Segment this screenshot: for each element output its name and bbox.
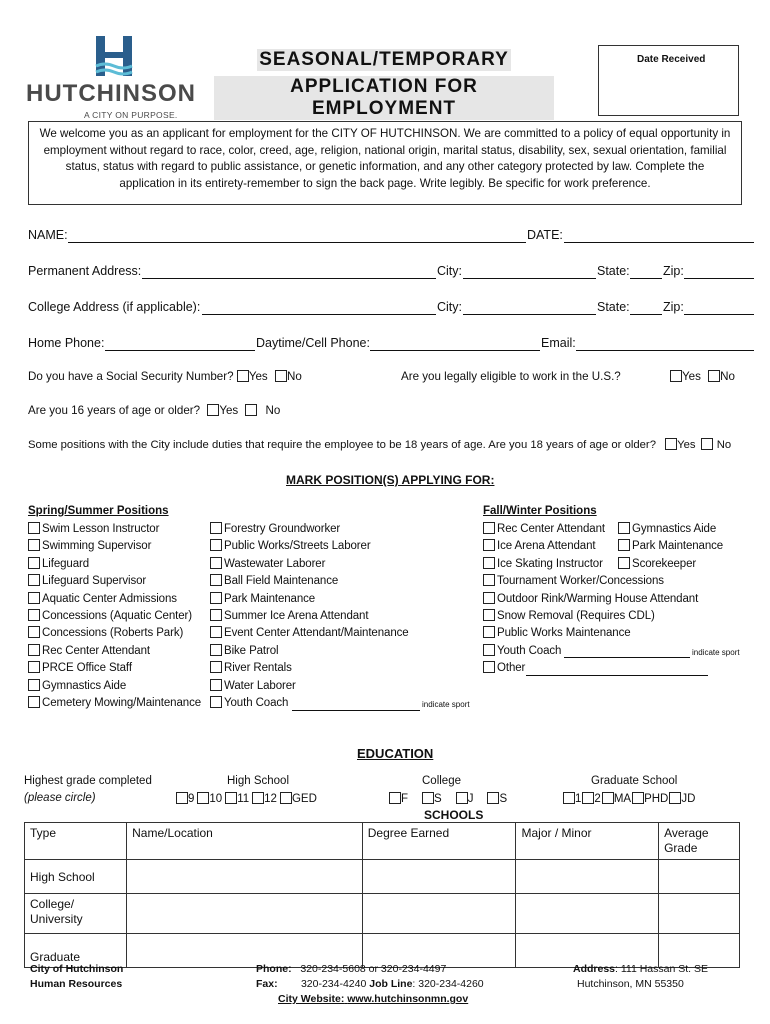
position-checkbox[interactable] bbox=[210, 592, 222, 604]
title-line-1: SEASONAL/TEMPORARY bbox=[259, 49, 509, 70]
date-received-label: Date Received bbox=[637, 54, 706, 65]
permanent-address-line[interactable] bbox=[142, 278, 436, 279]
position-checkbox[interactable] bbox=[618, 522, 630, 534]
footer-website-link[interactable]: www.hutchinsonmn.gov bbox=[347, 993, 469, 1005]
schools-header-grade: Average Grade bbox=[659, 823, 740, 860]
schools-header-row bbox=[25, 823, 740, 860]
ssn-no-label: No bbox=[286, 370, 302, 383]
position-checkbox[interactable] bbox=[483, 522, 495, 534]
position-label: Other bbox=[497, 662, 526, 675]
perm-zip-label: Zip: bbox=[663, 264, 684, 278]
graduate-options bbox=[563, 792, 695, 805]
position-option[interactable] bbox=[28, 557, 89, 570]
fall-indicate-sport: indicate sport bbox=[692, 648, 740, 657]
row-type-graduate: Graduate bbox=[25, 934, 127, 968]
position-option[interactable] bbox=[483, 539, 595, 552]
home-phone-label: Home Phone: bbox=[28, 336, 105, 350]
footer-job-line-label: Job Line bbox=[369, 978, 413, 990]
grade-option-checkbox[interactable] bbox=[176, 792, 188, 804]
position-label: Bike Patrol bbox=[224, 644, 279, 657]
cell-input[interactable] bbox=[516, 860, 659, 894]
grade-option-checkbox[interactable] bbox=[280, 792, 292, 804]
position-checkbox[interactable] bbox=[28, 626, 40, 638]
position-label: Youth Coach bbox=[497, 644, 562, 657]
position-option[interactable] bbox=[483, 522, 605, 535]
grade-option-label: S bbox=[434, 793, 442, 805]
age18-no-label: No bbox=[716, 439, 732, 451]
footer-phone-label: Phone: bbox=[256, 963, 292, 975]
position-option[interactable] bbox=[483, 609, 655, 622]
intro-text: We welcome you as an applicant for employment for the CITY OF HUTCHINSON. We are committed to a policy of equal opportunity in employment without regard to race, color, creed, age, religion, national origin, marital status, disability, sex, sexual orientation, familial status, status with regard to public assistance, or genetic information, and any other category protected by law. Complete the application in its entirety-remember to sign the back page. Write legibly. Be specific for work preference. bbox=[28, 121, 742, 205]
position-checkbox[interactable] bbox=[210, 679, 222, 691]
eligible-yes-checkbox[interactable] bbox=[670, 370, 682, 382]
position-option[interactable] bbox=[618, 539, 723, 552]
date-received-box[interactable] bbox=[598, 45, 739, 116]
position-option[interactable] bbox=[28, 679, 126, 692]
position-label: Aquatic Center Admissions bbox=[42, 592, 177, 605]
permanent-address-label: Permanent Address: bbox=[28, 264, 142, 278]
eligible-no-checkbox[interactable] bbox=[708, 370, 720, 382]
footer-contact bbox=[256, 962, 484, 1007]
spring-heading: Spring/Summer Positions bbox=[28, 505, 169, 517]
logo-name: HUTCHINSON bbox=[26, 80, 196, 107]
college-city-label: City: bbox=[437, 300, 462, 314]
grade-option-label: GED bbox=[291, 793, 317, 805]
footer-org-2: Human Resources bbox=[30, 978, 123, 990]
schools-header-major: Major / Minor bbox=[516, 823, 659, 860]
grade-option-label: 1 bbox=[575, 793, 582, 805]
position-label: Scorekeeper bbox=[632, 557, 697, 570]
position-label: Gymnastics Aide bbox=[632, 523, 717, 535]
position-checkbox[interactable] bbox=[210, 539, 222, 551]
position-option[interactable] bbox=[28, 539, 151, 552]
cell-input[interactable] bbox=[362, 894, 516, 934]
position-label: Tournament Worker/Concessions bbox=[497, 575, 664, 588]
schools-table bbox=[24, 822, 740, 968]
ssn-no-checkbox[interactable] bbox=[275, 370, 287, 382]
footer-address-2: Hutchinson, MN 55350 bbox=[577, 978, 684, 990]
logo bbox=[26, 34, 201, 120]
position-label: Ball Field Maintenance bbox=[224, 575, 339, 588]
table-row bbox=[25, 894, 740, 934]
logo-h-icon bbox=[94, 36, 134, 76]
position-checkbox[interactable] bbox=[618, 557, 630, 569]
grade-option-label: 10 bbox=[209, 793, 223, 805]
position-option[interactable] bbox=[28, 574, 146, 587]
perm-state-label: State: bbox=[597, 264, 630, 278]
grade-option-checkbox[interactable] bbox=[252, 792, 264, 804]
position-checkbox[interactable] bbox=[618, 539, 630, 551]
position-checkbox[interactable] bbox=[210, 661, 222, 673]
position-label: Summer Ice Arena Attendant bbox=[224, 610, 369, 622]
cell-input[interactable] bbox=[659, 894, 740, 934]
position-checkbox[interactable] bbox=[483, 626, 495, 638]
position-label: Rec Center Attendant bbox=[497, 523, 605, 535]
perm-state-line[interactable] bbox=[630, 278, 662, 279]
grade-option-label: 11 bbox=[237, 793, 250, 805]
position-checkbox[interactable] bbox=[210, 626, 222, 638]
grade-option-checkbox[interactable] bbox=[582, 792, 594, 804]
position-label: Lifeguard Supervisor bbox=[42, 575, 147, 588]
cell-input[interactable] bbox=[659, 860, 740, 894]
please-circle-label: (please circle) bbox=[24, 792, 96, 804]
position-checkbox[interactable] bbox=[28, 644, 40, 656]
name-label: NAME: bbox=[28, 228, 68, 242]
position-checkbox[interactable] bbox=[28, 557, 40, 569]
position-label: Swim Lesson Instructor bbox=[42, 523, 160, 535]
ssn-question-text: Do you have a Social Security Number? bbox=[28, 370, 234, 383]
grade-option-checkbox[interactable] bbox=[225, 792, 237, 804]
high-school-label: High School bbox=[227, 775, 290, 787]
position-option[interactable] bbox=[210, 661, 292, 674]
college-address-line[interactable] bbox=[202, 314, 436, 315]
position-checkbox[interactable] bbox=[483, 592, 495, 604]
grade-option-label: J bbox=[467, 793, 474, 805]
position-label: Public Works Maintenance bbox=[497, 627, 631, 640]
position-option[interactable] bbox=[618, 557, 696, 570]
position-option[interactable] bbox=[483, 644, 561, 657]
perm-zip-line[interactable] bbox=[684, 278, 754, 279]
eligible-yes-label: Yes bbox=[682, 370, 701, 383]
position-label: River Rentals bbox=[224, 662, 292, 675]
grade-option-label: 9 bbox=[188, 793, 195, 805]
date-label: DATE: bbox=[527, 228, 563, 242]
college-options bbox=[389, 792, 507, 805]
grade-option-label: F bbox=[401, 793, 409, 805]
position-option[interactable] bbox=[28, 696, 201, 709]
college-address-label: College Address (if applicable): bbox=[28, 300, 201, 314]
position-checkbox[interactable] bbox=[483, 661, 495, 673]
position-label: PRCE Office Staff bbox=[42, 662, 132, 675]
position-checkbox[interactable] bbox=[28, 574, 40, 586]
position-option[interactable] bbox=[618, 522, 716, 535]
footer-org bbox=[30, 962, 123, 992]
form-title bbox=[214, 49, 554, 120]
cell-phone-label: Daytime/Cell Phone: bbox=[256, 336, 370, 350]
ssn-yes-checkbox[interactable] bbox=[237, 370, 249, 382]
position-option[interactable] bbox=[210, 574, 338, 587]
position-option[interactable] bbox=[28, 522, 159, 535]
position-checkbox[interactable] bbox=[483, 539, 495, 551]
footer-address-label: Address bbox=[573, 963, 616, 975]
highest-grade-label: Highest grade completed bbox=[24, 775, 152, 787]
position-option[interactable] bbox=[210, 626, 409, 639]
position-option[interactable] bbox=[28, 592, 177, 605]
position-checkbox[interactable] bbox=[28, 661, 40, 673]
position-option[interactable] bbox=[28, 661, 132, 674]
position-option[interactable] bbox=[28, 644, 150, 657]
eligible-no-label: No bbox=[720, 370, 735, 383]
position-option[interactable] bbox=[210, 679, 296, 692]
fall-heading: Fall/Winter Positions bbox=[483, 505, 597, 517]
position-option[interactable] bbox=[483, 626, 631, 639]
position-label: Water Laborer bbox=[224, 679, 296, 692]
footer-address-1: : 111 Hassan St. SE bbox=[615, 963, 709, 975]
grade-option-checkbox[interactable] bbox=[422, 792, 434, 804]
cell-phone-line[interactable] bbox=[370, 350, 540, 351]
position-option[interactable] bbox=[28, 626, 183, 639]
eligible-question-text: Are you legally eligible to work in the U.S.? bbox=[401, 370, 621, 383]
position-label: Youth Coach bbox=[224, 697, 289, 709]
position-option[interactable] bbox=[483, 661, 525, 674]
position-label: Park Maintenance bbox=[224, 592, 316, 605]
position-label: Concessions (Aquatic Center) bbox=[42, 610, 192, 622]
position-label: Rec Center Attendant bbox=[42, 644, 150, 657]
position-checkbox[interactable] bbox=[28, 679, 40, 691]
age16-yes-label: Yes bbox=[219, 404, 239, 417]
position-checkbox[interactable] bbox=[28, 539, 40, 551]
grade-option-checkbox[interactable] bbox=[669, 792, 681, 804]
perm-city-line[interactable] bbox=[463, 278, 596, 279]
logo-tagline: A CITY ON PURPOSE. bbox=[84, 110, 178, 120]
position-label: Event Center Attendant/Maintenance bbox=[224, 627, 409, 640]
position-option[interactable] bbox=[210, 522, 340, 535]
positions-heading: MARK POSITION(S) APPLYING FOR: bbox=[286, 473, 495, 487]
date-input-line[interactable] bbox=[564, 242, 754, 243]
title-line-2: APPLICATION FOR EMPLOYMENT bbox=[214, 76, 554, 120]
position-label: Lifeguard bbox=[42, 557, 90, 570]
table-row bbox=[25, 860, 740, 894]
cell-input[interactable] bbox=[516, 894, 659, 934]
perm-city-label: City: bbox=[437, 264, 462, 278]
position-label: Ice Skating Instructor bbox=[497, 557, 603, 570]
footer-job-line: : 320-234-4260 bbox=[412, 978, 484, 990]
schools-header-name: Name/Location bbox=[127, 823, 363, 860]
fall-other-line[interactable] bbox=[526, 675, 708, 676]
eligible-answers bbox=[670, 370, 735, 383]
position-label: Park Maintenance bbox=[632, 540, 724, 553]
age18-no-checkbox[interactable] bbox=[701, 438, 713, 450]
college-zip-label: Zip: bbox=[663, 300, 684, 314]
position-checkbox[interactable] bbox=[28, 522, 40, 534]
footer-phone: 320-234-5608 or 320-234-4497 bbox=[300, 963, 447, 975]
grade-option-checkbox[interactable] bbox=[487, 792, 499, 804]
position-checkbox[interactable] bbox=[28, 592, 40, 604]
graduate-school-label: Graduate School bbox=[591, 775, 678, 787]
age16-no-label: No bbox=[265, 404, 281, 417]
college-state-line[interactable] bbox=[630, 314, 662, 315]
position-option[interactable] bbox=[28, 609, 192, 622]
high-school-options bbox=[176, 792, 317, 805]
college-label: College bbox=[422, 775, 461, 787]
position-checkbox[interactable] bbox=[210, 609, 222, 621]
age18-yes-checkbox[interactable] bbox=[665, 438, 677, 450]
position-checkbox[interactable] bbox=[483, 609, 495, 621]
spring-indicate-sport: indicate sport bbox=[422, 700, 470, 709]
position-label: Concessions (Roberts Park) bbox=[42, 627, 184, 640]
position-label: Snow Removal (Requires CDL) bbox=[497, 610, 655, 622]
grade-option-label: JD bbox=[681, 793, 696, 805]
position-checkbox[interactable] bbox=[28, 609, 40, 621]
row-type-high-school: High School bbox=[25, 860, 127, 894]
position-option[interactable] bbox=[483, 592, 698, 605]
grade-option-checkbox[interactable] bbox=[197, 792, 209, 804]
grade-option-label: 12 bbox=[264, 793, 277, 805]
cell-input[interactable] bbox=[362, 860, 516, 894]
home-phone-line[interactable] bbox=[105, 350, 255, 351]
position-option[interactable] bbox=[210, 609, 368, 622]
position-label: Cemetery Mowing/Maintenance bbox=[42, 697, 202, 709]
position-option[interactable] bbox=[210, 644, 279, 657]
grade-option-checkbox[interactable] bbox=[456, 792, 468, 804]
college-state-label: State: bbox=[597, 300, 630, 314]
position-checkbox[interactable] bbox=[210, 574, 222, 586]
email-label: Email: bbox=[541, 336, 576, 350]
fall-youth-coach-sport-line[interactable] bbox=[564, 657, 690, 658]
row-type-college: College/ University bbox=[25, 894, 127, 934]
footer-website-label: City Website: bbox=[278, 993, 345, 1005]
name-input-line[interactable] bbox=[68, 242, 526, 243]
position-label: Ice Arena Attendant bbox=[497, 540, 596, 553]
age18-question-text: Some positions with the City include duties that require the employee to be 18 years of age. Are you 18 years of age or older? bbox=[28, 439, 656, 451]
schools-header-type: Type bbox=[25, 823, 127, 860]
position-checkbox[interactable] bbox=[210, 696, 222, 708]
position-label: Public Works/Streets Laborer bbox=[224, 540, 371, 553]
age16-question-text: Are you 16 years of age or older? bbox=[28, 404, 201, 417]
grade-option-checkbox[interactable] bbox=[602, 792, 614, 804]
footer-fax: 320-234-4240 bbox=[300, 978, 367, 990]
grade-option-label: S bbox=[499, 793, 508, 805]
position-checkbox[interactable] bbox=[210, 522, 222, 534]
grade-option-label: PHD bbox=[644, 793, 669, 805]
age16-yes-checkbox[interactable] bbox=[207, 404, 219, 416]
position-option[interactable] bbox=[483, 574, 664, 587]
age16-question bbox=[28, 404, 280, 417]
footer-address bbox=[573, 962, 708, 992]
ssn-yes-label: Yes bbox=[248, 370, 268, 383]
position-checkbox[interactable] bbox=[28, 696, 40, 708]
position-label: Swimming Supervisor bbox=[42, 540, 152, 553]
position-checkbox[interactable] bbox=[483, 557, 495, 569]
position-checkbox[interactable] bbox=[210, 644, 222, 656]
education-heading: EDUCATION bbox=[357, 746, 434, 761]
position-option[interactable] bbox=[210, 539, 371, 552]
cell-input[interactable] bbox=[127, 860, 363, 894]
position-label: Outdoor Rink/Warming House Attendant bbox=[497, 592, 699, 605]
position-label: Forestry Groundworker bbox=[224, 523, 341, 535]
grade-option-checkbox[interactable] bbox=[389, 792, 401, 804]
position-option[interactable] bbox=[483, 557, 603, 570]
age18-question bbox=[28, 438, 731, 451]
grade-option-label: 2 bbox=[594, 793, 601, 805]
position-option[interactable] bbox=[210, 557, 325, 570]
position-checkbox[interactable] bbox=[483, 574, 495, 586]
footer-org-1: City of Hutchinson bbox=[30, 963, 124, 975]
position-option[interactable] bbox=[210, 696, 288, 709]
grade-option-label: MA bbox=[613, 793, 632, 805]
email-line[interactable] bbox=[576, 350, 754, 351]
position-checkbox[interactable] bbox=[210, 557, 222, 569]
age16-no-checkbox[interactable] bbox=[245, 404, 257, 416]
position-label: Gymnastics Aide bbox=[42, 679, 127, 692]
college-city-line[interactable] bbox=[463, 314, 596, 315]
age18-yes-label: Yes bbox=[677, 439, 696, 451]
grade-option-checkbox[interactable] bbox=[632, 792, 644, 804]
grade-option-checkbox[interactable] bbox=[563, 792, 575, 804]
ssn-question bbox=[28, 370, 302, 383]
schools-header-degree: Degree Earned bbox=[362, 823, 516, 860]
position-label: Wastewater Laborer bbox=[224, 557, 326, 570]
schools-heading: SCHOOLS bbox=[424, 808, 484, 822]
position-checkbox[interactable] bbox=[483, 644, 495, 656]
position-option[interactable] bbox=[210, 592, 315, 605]
cell-input[interactable] bbox=[127, 894, 363, 934]
footer-fax-label: Fax: bbox=[256, 978, 278, 990]
college-zip-line[interactable] bbox=[684, 314, 754, 315]
spring-youth-coach-sport-line[interactable] bbox=[292, 710, 420, 711]
